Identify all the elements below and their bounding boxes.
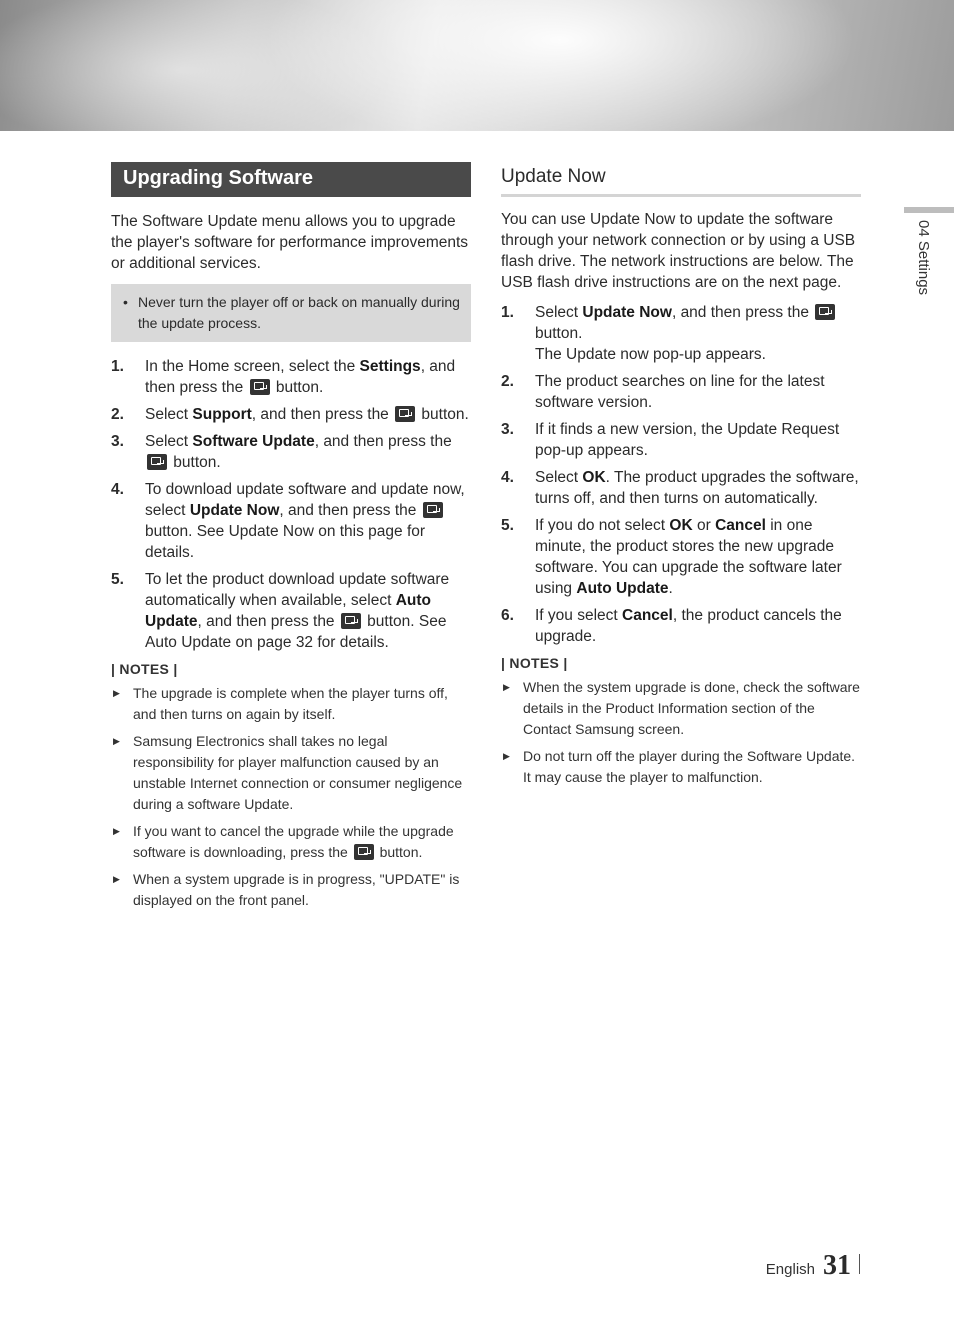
step-item — [111, 431, 471, 473]
notes-heading: | NOTES | — [501, 655, 568, 671]
step-number: 5. — [111, 571, 124, 588]
notes-list — [111, 683, 471, 911]
step-text: Select Software Update, and then press the button. — [145, 433, 452, 471]
step-text: If you do not select OK or Cancel in one minute, the product stores the new upgrade software. You can upgrade the software later using Auto Update. — [535, 517, 842, 597]
step-text: If you select Cancel, the product cancels the upgrade. — [535, 607, 842, 645]
triangle-bullet-icon: ▶ — [503, 682, 510, 692]
caution-text: Never turn the player off or back on manually during the update process. — [138, 294, 460, 331]
note-item — [501, 677, 861, 740]
menu-term: Update Now — [189, 502, 280, 519]
footer-language: English — [765, 1261, 815, 1278]
step-number: 3. — [501, 421, 514, 438]
step-number: 3. — [111, 433, 124, 450]
step-item — [501, 515, 861, 599]
bullet-icon: • — [123, 294, 128, 310]
triangle-bullet-icon: ▶ — [503, 751, 510, 761]
note-text: Samsung Electronics shall takes no legal responsibility for player malfunction caused by an unstable Internet connection or consumer negligence during a software Update. — [133, 733, 463, 812]
menu-term: Settings — [359, 358, 421, 375]
menu-term: OK — [669, 517, 693, 534]
step-item — [111, 356, 471, 398]
triangle-bullet-icon: ▶ — [113, 736, 120, 746]
step-item — [501, 419, 861, 461]
chapter-tab-marker — [904, 207, 954, 213]
steps-list — [111, 356, 471, 653]
enter-button-icon — [250, 379, 270, 395]
step-text: Select OK. The product upgrades the software, turns off, and then turns on automatically. — [535, 469, 859, 507]
menu-term: OK — [582, 469, 606, 486]
step-text: If it finds a new version, the Update Request pop-up appears. — [535, 421, 840, 459]
note-text: If you want to cancel the upgrade while the upgrade software is downloading, press the button. — [133, 823, 454, 860]
note-text: Do not turn off the player during the Software Update. It may cause the player to malfunction. — [523, 748, 856, 785]
chapter-tab-label: 04 Settings — [915, 220, 932, 296]
step-text: To let the product download update software automatically when available, select Auto Update, and then press the button. See Auto Update on page 32 for details. — [145, 571, 450, 651]
menu-term: Update Now — [582, 304, 672, 321]
enter-button-icon — [147, 454, 167, 470]
menu-term: Cancel — [622, 607, 673, 624]
page-number: 31 — [823, 1250, 851, 1281]
note-item — [111, 821, 471, 863]
triangle-bullet-icon: ▶ — [113, 826, 120, 836]
page-footer — [766, 1250, 860, 1282]
step-number: 1. — [111, 358, 124, 375]
step-text: Select Support, and then press the button. — [145, 406, 469, 423]
note-text: When a system upgrade is in progress, "UPDATE" is displayed on the front panel. — [133, 871, 460, 908]
menu-term: Support — [192, 406, 252, 423]
step-text: The product searches on line for the latest software version. — [535, 373, 825, 411]
header-banner — [0, 0, 954, 131]
triangle-bullet-icon: ▶ — [113, 688, 120, 698]
menu-term: Cancel — [715, 517, 766, 534]
notes-heading: | NOTES | — [111, 661, 178, 677]
right-column — [501, 166, 861, 794]
note-item — [111, 731, 471, 815]
enter-button-icon — [423, 502, 443, 518]
step-number: 2. — [111, 406, 124, 423]
footer-divider — [859, 1254, 860, 1274]
step-item — [501, 605, 861, 647]
note-item — [501, 746, 861, 788]
step-number: 1. — [501, 304, 514, 321]
section-title-upgrading-software: Upgrading Software — [111, 162, 471, 197]
enter-button-icon — [354, 844, 374, 860]
note-text: The upgrade is complete when the player turns off, and then turns on again by itself. — [133, 685, 448, 722]
step-item — [501, 371, 861, 413]
enter-button-icon — [815, 304, 835, 320]
enter-button-icon — [341, 613, 361, 629]
step-number: 4. — [501, 469, 514, 486]
note-item — [111, 869, 471, 911]
step-text: In the Home screen, select the Settings, and then press the button. — [145, 358, 456, 396]
notes-list — [501, 677, 861, 788]
step-item — [111, 569, 471, 653]
menu-term: Auto Update — [145, 592, 432, 630]
menu-term: Auto Update — [576, 580, 669, 597]
step-item — [501, 302, 861, 365]
step-item — [501, 467, 861, 509]
step-number: 4. — [111, 481, 124, 498]
intro-paragraph: The Software Update menu allows you to upgrade the player's software for performance improvements or additional services. — [111, 213, 469, 272]
enter-button-icon — [395, 406, 415, 422]
triangle-bullet-icon: ▶ — [113, 874, 120, 884]
note-item — [111, 683, 471, 725]
left-column — [111, 162, 471, 917]
menu-term: Software Update — [192, 433, 315, 450]
step-item — [111, 479, 471, 563]
section-title-update-now: Update Now — [501, 166, 861, 197]
caution-box — [111, 284, 471, 342]
step-number: 6. — [501, 607, 514, 624]
steps-list — [501, 302, 861, 647]
step-text: To download update software and update now, select Update Now, and then press the button. See Update Now on this page for details. — [145, 481, 465, 561]
note-text: When the system upgrade is done, check the software details in the Product Information section of the Contact Samsung screen. — [523, 679, 860, 737]
step-number: 5. — [501, 517, 514, 534]
step-text: Select Update Now, and then press the button. The Update now pop-up appears. — [535, 302, 861, 365]
step-item — [111, 404, 471, 425]
intro-paragraph: You can use Update Now to update the software through your network connection or by using a USB flash drive. The network instructions are below. The USB flash drive instructions are on the next page. — [501, 211, 856, 291]
step-number: 2. — [501, 373, 514, 390]
